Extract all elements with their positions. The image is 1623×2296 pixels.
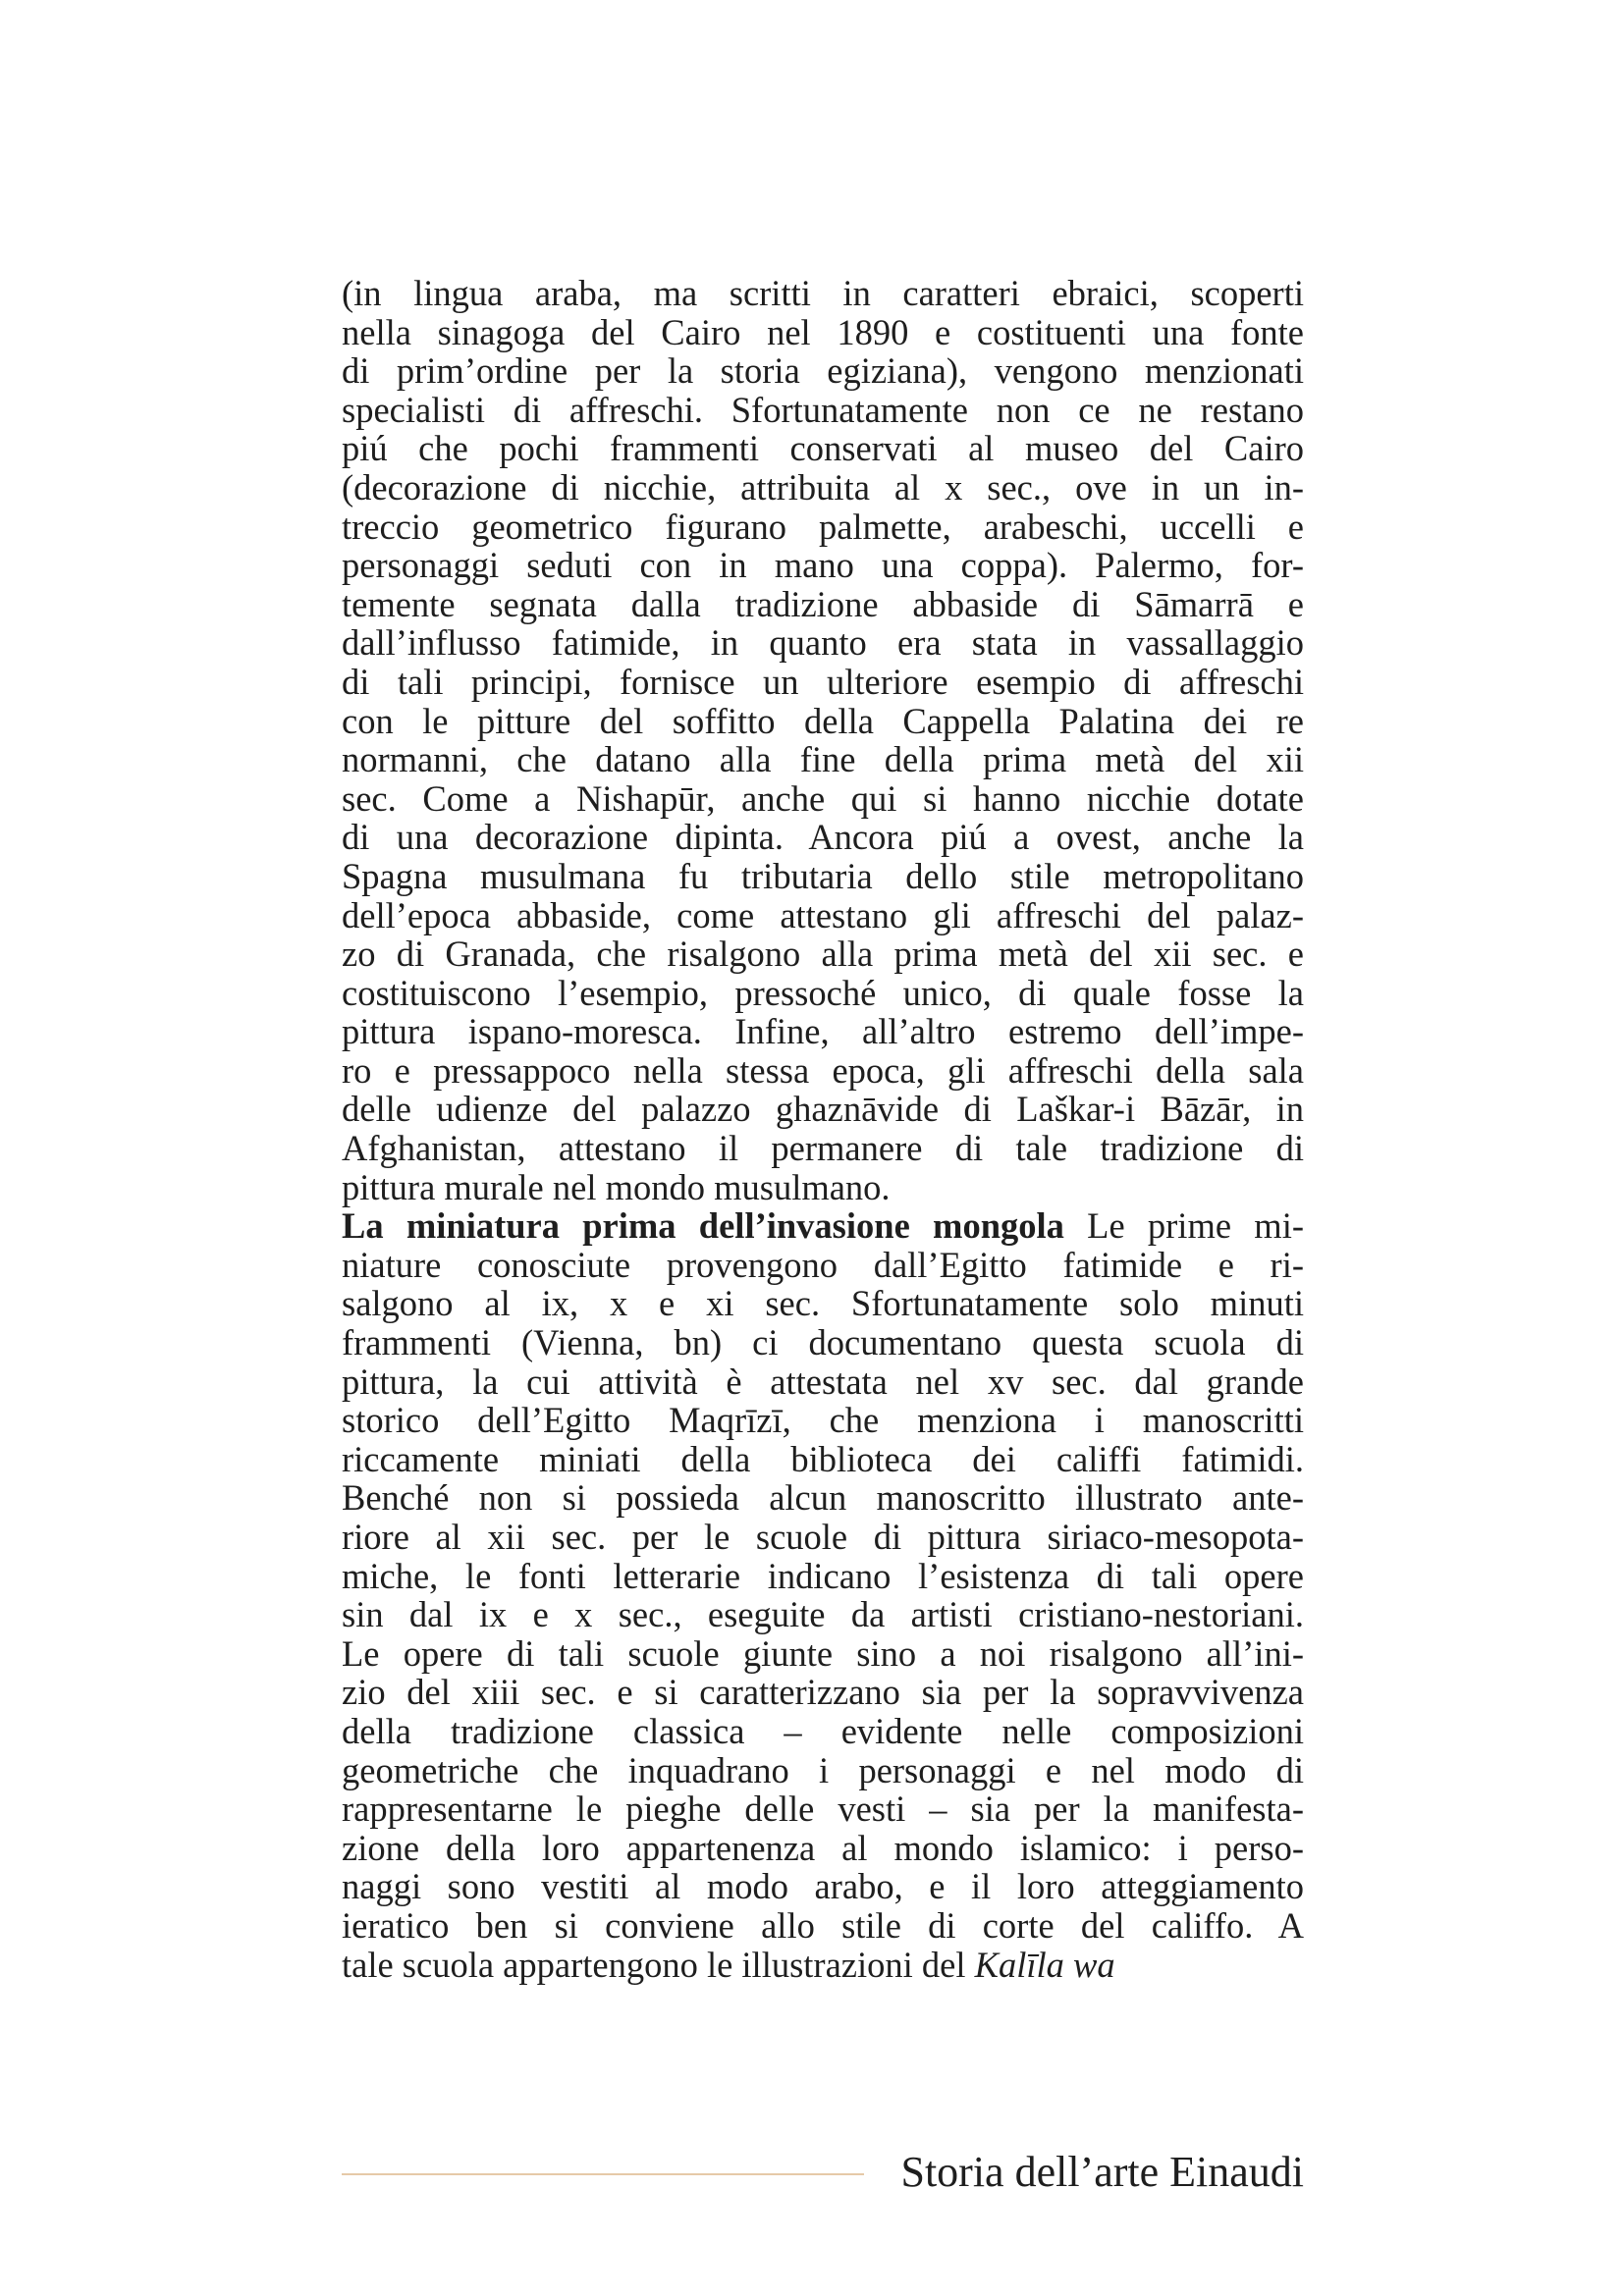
body-line: (in lingua araba, ma scritti in caratteri ebraici, scoperti	[342, 273, 1304, 313]
section-paragraph	[342, 1246, 1304, 1946]
body-line: con le pitture del soffitto della Cappella Palatina dei re	[342, 700, 1304, 741]
book-title-italic: Kalīla wa	[974, 1944, 1115, 1985]
body-line: dall’influsso fatimide, in quanto era stata in vassallaggio	[342, 622, 1304, 664]
body-line: nella sinagoga del Cairo nel 1890 e costituenti una fonte	[342, 311, 1304, 352]
section-first-line-text: Le prime mi-	[1063, 1205, 1304, 1247]
body-line: treccio geometrico figurano palmette, arabeschi, uccelli e	[342, 506, 1304, 547]
body-line: sec. Come a Nishapūr, anche qui si hanno nicchie dotate	[342, 777, 1304, 819]
body-line: dell’epoca abbaside, come attestano gli affreschi del palaz-	[342, 894, 1304, 935]
section-line: niature conosciute provengono dall’Egitto fatimide e ri-	[342, 1244, 1304, 1285]
section-line: ieratico ben si conviene allo stile di corte del califfo. A	[342, 1904, 1304, 1946]
section-heading: La miniatura prima dell’invasione mongola	[342, 1205, 1064, 1247]
section-line: zione della loro appartenenza al mondo islamico: i perso-	[342, 1827, 1304, 1868]
section-final-line	[342, 1946, 1304, 1985]
body-line: temente segnata dalla tradizione abbaside di Sāmarrā e	[342, 583, 1304, 624]
section-line: sin dal ix e x sec., eseguite da artisti cristiano-nestoriani.	[342, 1594, 1304, 1635]
body-line: zo di Granada, che risalgono alla prima metà del xii sec. e	[342, 934, 1304, 975]
section-line: geometriche che inquadrano i personaggi e nel modo di	[342, 1749, 1304, 1790]
section-line: Le opere di tali scuole giunte sino a noi risalgono all’ini-	[342, 1632, 1304, 1674]
body-line: specialisti di affreschi. Sfortunatamente non ce ne restano	[342, 389, 1304, 430]
body-line: Afghanistan, attestano il permanere di tale tradizione di	[342, 1128, 1304, 1169]
section-line: salgono al ix, x e xi sec. Sfortunatamente solo minuti	[342, 1283, 1304, 1324]
section-line: storico dell’Egitto Maqrīzī, che menziona i manoscritti	[342, 1400, 1304, 1441]
footer-title: Storia dell’arte Einaudi	[900, 2148, 1304, 2196]
body-paragraph	[342, 274, 1304, 1206]
body-line: Spagna musulmana fu tributaria dello stile metropolitano	[342, 855, 1304, 896]
body-line: personaggi seduti con in mano una coppa). Palermo, for-	[342, 545, 1304, 586]
body-line: piú che pochi frammenti conservati al museo del Cairo	[342, 428, 1304, 469]
body-line: ro e pressappoco nella stessa epoca, gli affreschi della sala	[342, 1049, 1304, 1091]
body-line: delle udienze del palazzo ghaznāvide di Laškar-i Bāzār, in	[342, 1089, 1304, 1130]
body-line: (decorazione di nicchie, attribuita al x sec., ove in un in-	[342, 466, 1304, 507]
final-line-text: tale scuola appartengono le illustrazioni del	[342, 1944, 975, 1985]
section	[342, 1206, 1304, 1984]
body-line: di tali principi, fornisce un ulteriore esempio di affreschi	[342, 661, 1304, 702]
body-line: di una decorazione dipinta. Ancora piú a ovest, anche la	[342, 817, 1304, 858]
section-line: naggi sono vestiti al modo arabo, e il loro atteggiamento	[342, 1866, 1304, 1907]
section-line: della tradizione classica – evidente nelle composizioni	[342, 1710, 1304, 1751]
body-line: pittura ispano-moresca. Infine, all’altro estremo dell’impe-	[342, 1011, 1304, 1052]
section-first-line	[342, 1206, 1304, 1246]
footer-rule	[342, 2173, 864, 2175]
body-line: di prim’ordine per la storia egiziana), vengono menzionati	[342, 350, 1304, 392]
section-line: rappresentarne le pieghe delle vesti – sia per la manifesta-	[342, 1789, 1304, 1830]
section-line: riccamente miniati della biblioteca dei califfi fatimidi.	[342, 1438, 1304, 1479]
section-line: miche, le fonti letterarie indicano l’esistenza di tali opere	[342, 1555, 1304, 1596]
section-line: riore al xii sec. per le scuole di pittura siriaco-mesopota-	[342, 1517, 1304, 1557]
body-text	[342, 274, 1304, 1984]
section-line: zio del xiii sec. e si caratterizzano sia per la sopravvivenza	[342, 1672, 1304, 1713]
section-line: pittura, la cui attività è attestata nel xv sec. dal grande	[342, 1361, 1304, 1402]
section-line: frammenti (Vienna, bn) ci documentano questa scuola di	[342, 1322, 1304, 1363]
section-line: Benché non si possieda alcun manoscritto illustrato ante-	[342, 1477, 1304, 1519]
body-line: pittura murale nel mondo musulmano.	[342, 1166, 891, 1207]
body-line: normanni, che datano alla fine della prima metà del xii	[342, 739, 1304, 780]
body-line: costituiscono l’esempio, pressoché unico, di quale fosse la	[342, 972, 1304, 1013]
